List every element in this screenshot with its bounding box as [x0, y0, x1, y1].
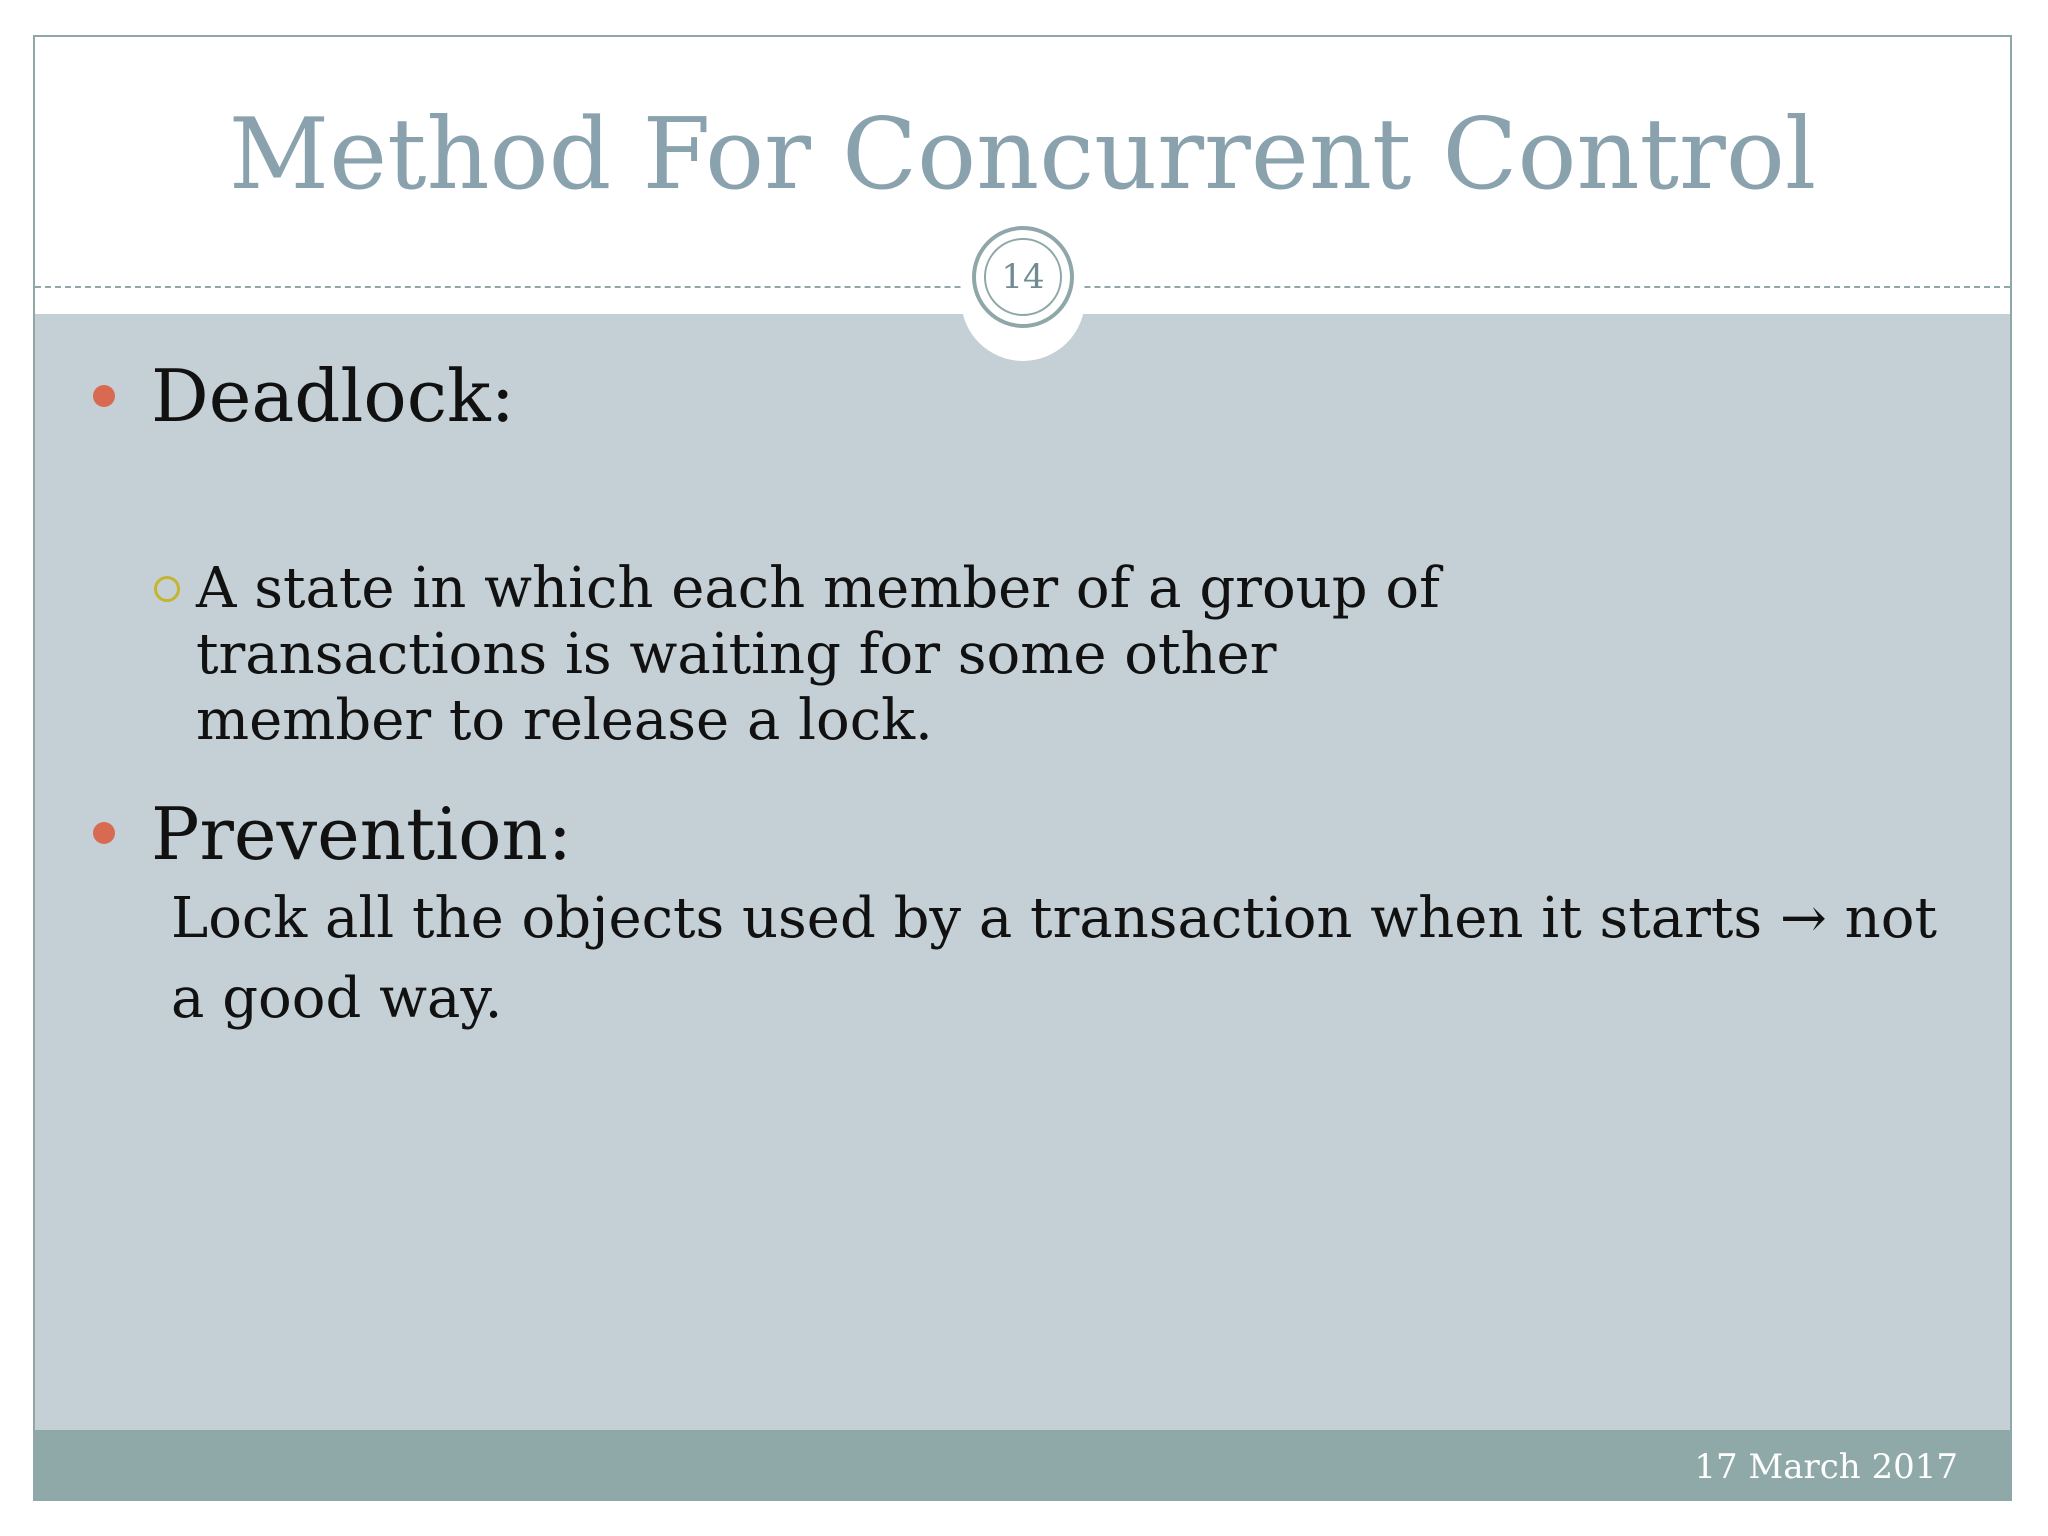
footer-bar — [35, 1430, 2010, 1501]
footer-date: 17 March 2017 — [1694, 1447, 1958, 1487]
slide-number: 14 — [1001, 257, 1045, 297]
filled-circle-bullet-icon — [93, 822, 115, 844]
filled-circle-bullet-icon — [93, 385, 115, 407]
prevention-body-line-1: Lock all the objects used by a transaction when it starts → not — [171, 886, 1937, 951]
slide-title: Method For Concurrent Control — [228, 98, 1817, 212]
hollow-circle-bullet-icon — [154, 576, 180, 602]
prevention-body-line-2: a good way. — [171, 966, 503, 1031]
deadlock-definition: A state in which each member of a group of transactions is waiting for some other member to release a lock. — [196, 556, 1440, 753]
slide — [33, 35, 2012, 1501]
bullet-heading-prevention: Prevention: — [151, 792, 573, 876]
bullet-heading-deadlock: Deadlock: — [151, 354, 515, 438]
